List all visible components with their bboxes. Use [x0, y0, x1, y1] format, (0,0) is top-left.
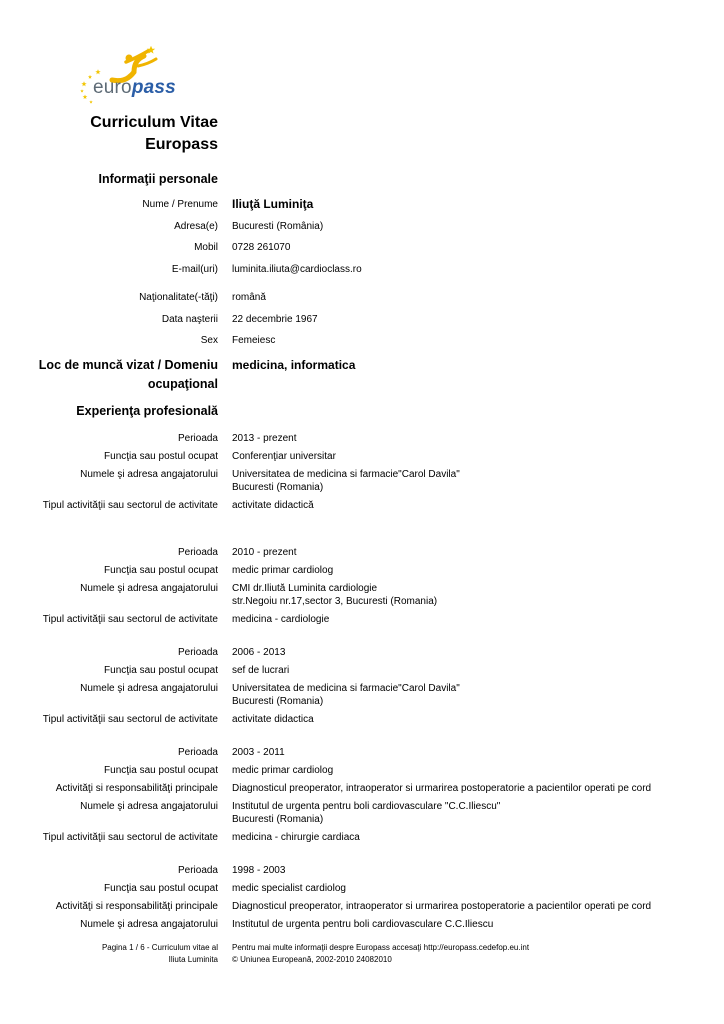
row-perioada [0, 864, 724, 877]
angajator-value-line1: CMI dr.Iliută Luminita cardiologie [232, 582, 378, 594]
experience-entry-4 [0, 746, 724, 844]
sex-value: Femeiesc [232, 335, 276, 346]
europass-logo-text [93, 77, 176, 98]
row-perioada [0, 546, 724, 559]
angajator-value-line1: Universitatea de medicina si farmacie"Carol Davila" [232, 468, 460, 480]
row-tipul-activitatii [0, 831, 724, 844]
perioada-value: 2006 - 2013 [232, 646, 286, 658]
functia-value: medic primar cardiolog [232, 764, 334, 776]
sex-label: Sex [200, 335, 218, 346]
row-perioada [0, 746, 724, 759]
tipul-activitatii-value: activitate didactică [232, 499, 314, 511]
tipul-activitatii-value: activitate didactica [232, 713, 314, 725]
row-angajator [0, 800, 724, 826]
data-nasterii-label: Data naşterii [161, 313, 218, 325]
footer-europass-info: Pentru mai multe informaţii despre Europass accesaţi http://europass.cedefop.eu.int [232, 943, 530, 952]
angajator-label: Numele şi adresa angajatorului [80, 918, 218, 930]
desired-job-value: medicina, informatica [232, 357, 356, 372]
tipul-activitatii-value: medicina - chirurgie cardiaca [232, 831, 360, 843]
row-angajator [0, 582, 724, 608]
tipul-activitatii-label: Tipul activităţii sau sectorul de activitate [42, 613, 218, 625]
email-value: luminita.iliuta@cardioclass.ro [232, 263, 362, 275]
nationalitate-value: română [232, 292, 266, 303]
functia-value: medic specialist cardiolog [232, 882, 346, 894]
tipul-activitatii-value: medicina - cardiologie [232, 613, 330, 625]
row-activitati [0, 782, 724, 795]
perioada-value: 2010 - prezent [232, 546, 297, 558]
field-row-nationalitate [0, 291, 724, 304]
document-title-line2: Europass [145, 136, 218, 153]
row-functia [0, 564, 724, 577]
nume-prenume-label: Nume / Prenume [142, 199, 218, 210]
row-angajator [0, 918, 724, 931]
angajator-value [232, 682, 712, 708]
footer-left [0, 942, 218, 966]
footer-right [232, 942, 712, 966]
functia-label: Funcţia sau postul ocupat [104, 450, 218, 462]
field-row-adresa [0, 220, 724, 233]
row-tipul-activitatii [0, 613, 724, 626]
experience-entries [0, 432, 724, 931]
functia-value: Conferenţiar universitar [232, 450, 336, 462]
activitati-label: Activităţi si responsabilităţi principale [55, 782, 218, 794]
activitati-value: Diagnosticul preoperator, intraoperator si urmarirea postoperatorie a pacientilor operati pe cord [232, 900, 652, 912]
row-angajator [0, 468, 724, 494]
angajator-value-line1: Institutul de urgenta pentru boli cardiovasculare "C.C.Iliescu" [232, 800, 501, 812]
functia-label: Funcţia sau postul ocupat [104, 882, 218, 894]
section-title-personal-info: Informaţii personale [98, 172, 218, 186]
row-angajator [0, 682, 724, 708]
field-row-sex [0, 334, 724, 347]
angajator-value [232, 582, 712, 608]
row-functia [0, 764, 724, 777]
angajator-value-line2: Bucuresti (Romania) [232, 481, 324, 493]
adresa-value: Bucuresti (România) [232, 220, 324, 232]
row-functia [0, 450, 724, 463]
field-row-data-nasterii [0, 313, 724, 326]
perioada-label: Perioada [177, 546, 218, 558]
row-tipul-activitatii [0, 499, 724, 512]
field-row-email [0, 263, 724, 276]
footer-copyright: © Uniunea Europeană, 2002-2010 24082010 [232, 955, 392, 964]
angajator-value-line1: Universitatea de medicina si farmacie"Carol Davila" [232, 682, 460, 694]
row-functia [0, 882, 724, 895]
perioada-value: 2013 - prezent [232, 432, 297, 444]
logo-text-euro: euro [93, 77, 132, 98]
spacer [0, 284, 724, 291]
experience-entry-3 [0, 646, 724, 726]
row-perioada [0, 646, 724, 659]
personal-info-fields [0, 198, 724, 347]
page-footer [0, 942, 724, 966]
activitati-value: Diagnosticul preoperator, intraoperator si urmarirea postoperatorie a pacientilor operati pe cord [232, 782, 652, 794]
experience-entry-1 [0, 432, 724, 512]
desired-job-row [0, 356, 724, 394]
row-activitati [0, 900, 724, 913]
data-nasterii-value: 22 decembrie 1967 [232, 313, 318, 325]
section-title-experience: Experienţa profesională [76, 403, 218, 418]
angajator-value [232, 468, 712, 494]
functia-value: medic primar cardiolog [232, 564, 334, 576]
functia-label: Funcţia sau postul ocupat [104, 764, 218, 776]
row-tipul-activitatii [0, 713, 724, 726]
perioada-label: Perioada [177, 864, 218, 876]
nume-prenume-value: Iliuţă Luminiţa [232, 197, 314, 211]
desired-job-label: Loc de muncă vizat / Domeniu ocupaţional [38, 357, 218, 391]
experience-entry-5 [0, 864, 724, 931]
row-functia [0, 664, 724, 677]
row-perioada [0, 432, 724, 445]
footer-page-info: Pagina 1 / 6 - Curriculum vitae al [101, 943, 218, 952]
angajator-label: Numele şi adresa angajatorului [80, 682, 218, 694]
mobil-value: 0728 261070 [232, 242, 291, 253]
field-row-mobil [0, 241, 724, 254]
perioada-value: 1998 - 2003 [232, 864, 286, 876]
functia-label: Funcţia sau postul ocupat [104, 664, 218, 676]
tipul-activitatii-label: Tipul activităţii sau sectorul de activitate [42, 831, 218, 843]
tipul-activitatii-label: Tipul activităţii sau sectorul de activitate [42, 713, 218, 725]
angajator-value [232, 800, 712, 826]
angajator-value-line2: str.Negoiu nr.17,sector 3, Bucuresti (Romania) [232, 595, 438, 607]
angajator-value-line2: Bucuresti (Romania) [232, 695, 324, 707]
angajator-label: Numele şi adresa angajatorului [80, 468, 218, 480]
angajator-label: Numele şi adresa angajatorului [80, 582, 218, 594]
nationalitate-label: Naţionalitate(-tăţi) [139, 292, 218, 303]
email-label: E-mail(uri) [171, 263, 218, 275]
activitati-label: Activităţi si responsabilităţi principale [55, 900, 218, 912]
europass-logo [74, 46, 186, 104]
angajator-label: Numele şi adresa angajatorului [80, 800, 218, 812]
functia-value: sef de lucrari [232, 664, 290, 676]
experience-entry-2 [0, 546, 724, 626]
mobil-label: Mobil [194, 242, 218, 253]
angajator-value-line2: Bucuresti (Romania) [232, 813, 324, 825]
adresa-label: Adresa(e) [174, 220, 218, 232]
angajator-value: Institutul de urgenta pentru boli cardiovasculare C.C.Iliescu [232, 918, 494, 930]
footer-owner-name: Iliuta Luminita [168, 955, 218, 964]
perioada-label: Perioada [177, 646, 218, 658]
perioada-value: 2003 - 2011 [232, 746, 285, 758]
logo-text-pass: pass [131, 77, 176, 98]
field-row-nume [0, 198, 724, 211]
tipul-activitatii-label: Tipul activităţii sau sectorul de activitate [42, 499, 218, 511]
functia-label: Funcţia sau postul ocupat [104, 564, 218, 576]
document-title [0, 112, 218, 156]
document-title-line1: Curriculum Vitae [90, 114, 218, 131]
perioada-label: Perioada [177, 746, 218, 758]
perioada-label: Perioada [177, 432, 218, 444]
